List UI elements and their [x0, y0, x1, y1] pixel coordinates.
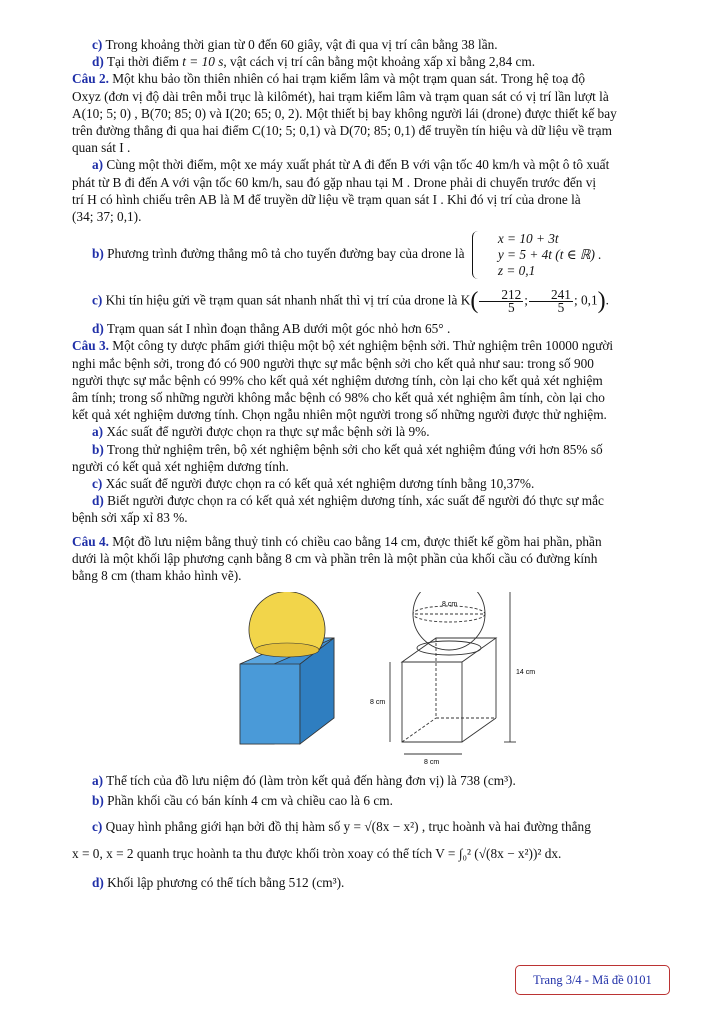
- q4-option-a: a) Thể tích của đồ lưu niệm đó (làm tròn kết quả đến hàng đơn vị) là 738 (cm³).: [92, 773, 516, 789]
- q3-option-c: c) Xác suất để người được chọn ra có kết quả xét nghiệm dương tính bằng 10,37%.: [92, 476, 535, 492]
- colored-model: [240, 592, 334, 744]
- fig-label-side: 8 cm: [370, 699, 386, 707]
- q2-option-a: a) Cùng một thời điểm, một xe máy xuất phát từ A đi đến B với vận tốc 40 km/h và một ô tô xuất: [92, 157, 610, 173]
- q2-option-b: b) Phương trình đường thẳng mô tả cho tuyến đường bay của drone là x = 10 + 3t y = 5 + 4t (t ∈ ℝ) . z = 0,1: [92, 231, 602, 279]
- q2-option-c: c) Khi tín hiệu gửi về trạm quan sát nhanh nhất thì vị trí của drone là K( $\frac{212}{5}$ ; $\frac{241}{5}$ ; 0,1).: [92, 287, 609, 316]
- q3-option-a: a) Xác suất để người được chọn ra thực sự mắc bệnh sởi là 9%.: [92, 424, 430, 440]
- q3-intro-line5: kết quả xét nghiệm dương tính. Chọn ngẫu nhiên một người trong số những người được thử nghiệm.: [72, 407, 607, 423]
- q3-option-d-line2: bệnh sởi xấp xỉ 83 %.: [72, 510, 188, 526]
- q4-intro-line3: bằng 8 cm (tham khảo hình vẽ).: [72, 568, 242, 584]
- q4-option-d: d) Khối lập phương có thể tích bằng 512 (cm³).: [92, 875, 345, 891]
- q3-intro-line3: người thực sự mắc bệnh có 99% cho kết quả xét nghiệm dương tính, còn lại cho kết quả xét nghiệm: [72, 372, 603, 388]
- q2-option-d: d) Trạm quan sát I nhìn đoạn thẳng AB dưới một góc nhỏ hơn 65° .: [92, 321, 451, 337]
- wireframe-model: [390, 592, 516, 754]
- q4-option-b: b) Phần khối cầu có bán kính 4 cm và chiều cao là 6 cm.: [92, 793, 393, 809]
- q4-intro-line2: dưới là một khối lập phương cạnh bằng 8 cm và phần trên là một phần của khối cầu có đường kính: [72, 550, 598, 566]
- fig-label-height: 14 cm: [516, 669, 536, 677]
- q1-option-d: d) Tại thời điểm t = 10 s, vật cách vị trí cân bằng một khoảng xấp xỉ bằng 2,84 cm.: [92, 54, 536, 70]
- souvenir-illustration: [72, 592, 676, 766]
- q3-intro: Câu 3. Một công ty dược phẩm giới thiệu một bộ xét nghiệm bệnh sởi. Thử nghiệm trên 10000 người: [72, 338, 614, 354]
- q4-option-c: c) Quay hình phẳng giới hạn bởi đồ thị hàm số y = √(8x − x²) , trục hoành và hai đường thẳng: [92, 818, 591, 834]
- q2-intro: Câu 2. Một khu bảo tồn thiên nhiên có hai trạm kiểm lâm và một trạm quan sát. Trong hệ toạ độ: [72, 71, 585, 87]
- q2-option-a-line3: trí H có hình chiếu trên AB là M để truyền dữ liệu về trạm quan sát I . Khi đó vị trí của drone là: [72, 191, 581, 207]
- page-content: [72, 36, 676, 891]
- line-equation-system: x = 10 + 3t y = 5 + 4t (t ∈ ℝ) . z = 0,1: [472, 231, 602, 279]
- fig-label-bottom: 8 cm: [424, 759, 440, 767]
- q2-option-a-line2: phát từ B đi đến A với vận tốc 60 km/h, sau đó gặp nhau tại M . Drone phải di chuyển trước đến vị: [72, 174, 597, 190]
- q2-intro-line2: Oxyz (đơn vị độ dài trên mỗi trục là kilômét), hai trạm kiểm lâm và trạm quan sát có vị trí lần lượt là: [72, 88, 609, 104]
- q2-option-a-line4: (34; 37; 0,1).: [72, 209, 142, 225]
- q3-option-b: b) Trong thử nghiệm trên, bộ xét nghiệm bệnh sởi cho kết quả xét nghiệm đúng với hơn 85% số: [92, 441, 603, 457]
- q2-intro-line3: A(10; 5; 0) , B(70; 85; 0) và I(20; 65; 0, 2). Một thiết bị bay không người lái (drone) được thiết kế bay: [72, 105, 617, 121]
- fig-label-top: 8 cm: [442, 601, 458, 609]
- q3-intro-line2: nghi mắc bệnh sởi, trong đó có 900 người thực sự mắc bệnh sởi cho kết quả như sau: trong số 900: [72, 355, 594, 371]
- souvenir-figure: [72, 592, 676, 766]
- q4-intro: Câu 4. Một đồ lưu niệm bằng thuỷ tinh có chiều cao bằng 14 cm, được thiết kế gồm hai phần, phần: [72, 533, 602, 549]
- q4-option-c-line2: x = 0, x = 2 quanh trục hoành ta thu được khối tròn xoay có thể tích V = ∫₀² (√(8x − x²))² dx.: [72, 845, 562, 861]
- q2-intro-line4: trên đường thẳng đi qua hai điểm C(10; 5; 0,1) và D(70; 85; 0,1) để truyền tín hiệu và dữ liệu về trạm: [72, 123, 612, 139]
- q3-option-d: d) Biết người được chọn ra có kết quả xét nghiệm dương tính, xác suất để người đó thực sự mắc: [92, 493, 604, 509]
- q3-intro-line4: âm tính; trong số những người không mắc bệnh có 98% cho kết quả xét nghiệm âm tính, còn lại cho: [72, 390, 605, 406]
- q1-option-c: c) Trong khoảng thời gian từ 0 đến 60 giây, vật đi qua vị trí cân bằng 38 lần.: [92, 37, 498, 52]
- q3-option-b-line2: người có kết quả xét nghiệm dương tính.: [72, 458, 289, 474]
- q2-intro-line5: quan sát I .: [72, 140, 131, 156]
- page-footer: Trang 3/4 - Mã đề 0101: [515, 965, 670, 995]
